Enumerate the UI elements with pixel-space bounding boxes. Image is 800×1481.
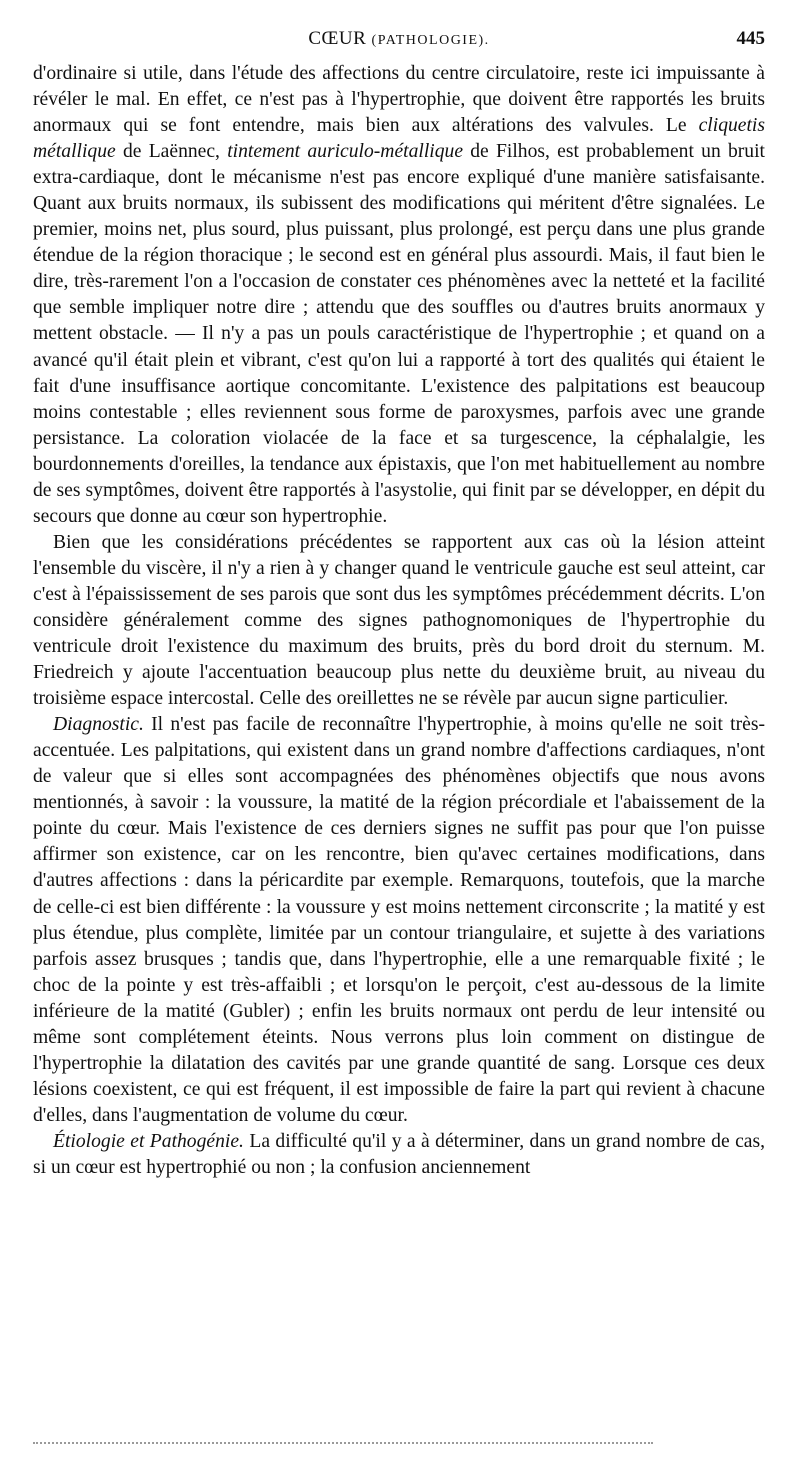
italic-term: cliquetis métallique xyxy=(33,115,765,163)
paragraph-2 xyxy=(33,530,765,712)
paragraph-1 xyxy=(33,61,765,530)
section-heading: Diagnostic. xyxy=(53,714,144,736)
running-title-section: (PATHOLOGIE). xyxy=(371,33,490,48)
paragraph-text: d'ordinaire si utile, dans l'étude des affections du centre circulatoire, reste ici impuissante à révéler le mal. En effet, ce n'est pas à l'hypertrophie, que doivent être rapportés les bruits anormaux qui se font entendre, mais bien aux altérations des valvules. Le xyxy=(33,63,765,137)
section-heading: Étiologie et Pathogénie. xyxy=(53,1130,244,1152)
paragraph-text: Il n'est pas facile de reconnaître l'hypertrophie, à moins qu'elle ne soit très-accentuée. Les palpitations, qui existent dans un grand nombre d'affections cardiaques, n'ont de valeur que si elles sont accompagnées des phénomènes objectifs que nous avons mentionnés, à savoir : la voussure, la matité de la région précordiale et l'abaissement de la pointe du cœur. Mais l'existence de ces derniers signes ne suffit pas pour que l'on puisse affirmer son existence, car on les rencontre, bien qu'avec certaines modifications, dans d'autres affections : dans la péricardite par exemple. Remarquons, toutefois, que la marche de celle-ci est bien différente : la voussure y est moins nettement circonscrite ; la matité y est plus étendue, plus complète, limitée par un contour triangulaire, et sujette à des variations parfois assez brusques ; tandis que, dans l'hypertrophie, elle a une remarquable fixité ; le choc de la pointe y est très-affaibli ; et lorsqu'on le perçoit, c'est au-dessous de la limite inférieure de la matité (Gubler) ; enfin les bruits normaux ont perdu de leur intensité ou même sont complétement éteints. Nous verrons plus loin comment on distingue de l'hypertrophie la dilatation des cavités par une grande quantité de sang. Lorsque ces deux lésions coexistent, ce qui est fréquent, il est impossible de faire la part qui revient à chacune d'elles, dans l'augmentation de volume du cœur. xyxy=(33,714,765,1126)
italic-term: tintement auriculo-métallique xyxy=(227,141,464,163)
footer-rule xyxy=(33,1442,653,1444)
paragraph-text: Bien que les considérations précédentes se rapportent aux cas où la lésion atteint l'ensemble du viscère, il n'y a rien à y changer quand le ventricule gauche est seul atteint, car c'est à l'épaississement de ses parois que sont dus les symptômes précédemment décrits. L'on considère généralement comme des signes pathognomoniques de l'hypertrophie du ventricule droit l'existence du maximum des bruits, près du bord droit du sternum. M. Friedreich y ajoute l'accentuation beaucoup plus nette du deuxième bruit, au niveau du troisième espace intercostal. Celle des oreillettes ne se révèle par aucun signe particulier. xyxy=(33,531,765,710)
paragraph-etiologie xyxy=(33,1129,765,1181)
paragraph-text: La difficulté qu'il y a à déterminer, dans un grand nombre de cas, si un cœur est hypertrophié ou non ; la confusion anciennement xyxy=(33,1130,765,1178)
page-header xyxy=(33,28,765,60)
page-number: 445 xyxy=(736,28,765,49)
running-title xyxy=(33,28,765,50)
paragraph-diagnostic xyxy=(33,712,765,1129)
body-text xyxy=(33,61,765,1181)
paragraph-text: de Laënnec, xyxy=(115,141,228,163)
running-title-main: CŒUR xyxy=(308,28,367,49)
paragraph-text: de Filhos, est probablement un bruit extra-cardiaque, dont le mécanisme n'est pas encore expliqué d'une manière satisfaisante. Quant aux bruits normaux, ils subissent des modifications qui méritent d'être signalées. Le premier, moins net, plus sourd, plus puissant, plus prolongé, est perçu dans une plus grande étendue de la région thoracique ; le second est en général plus assourdi. Mais, il faut bien le dire, très-rarement l'on a l'occasion de constater ces phénomènes avec la netteté et la facilité que semble impliquer notre dire ; attendu que des souffles ou d'autres bruits anormaux y mettent obstacle. — Il n'y a pas un pouls caractéristique de l'hypertrophie ; et quand on a avancé qu'il était plein et vibrant, c'est qu'on lui a rapporté à tort des qualités qui étaient le fait d'une insuffisance aortique concomitante. L'existence des palpitations est beaucoup moins contestable ; elles reviennent sous forme de paroxysmes, parfois avec une grande persistance. La coloration violacée de la face et sa turgescence, la céphalalgie, les bourdonnements d'oreilles, la tendance aux épistaxis, que l'on met habituellement au nombre de ses symptômes, doivent être rapportés à l'asystolie, qui finit par se développer, en dépit du secours que donne au cœur son hypertrophie. xyxy=(33,141,765,527)
